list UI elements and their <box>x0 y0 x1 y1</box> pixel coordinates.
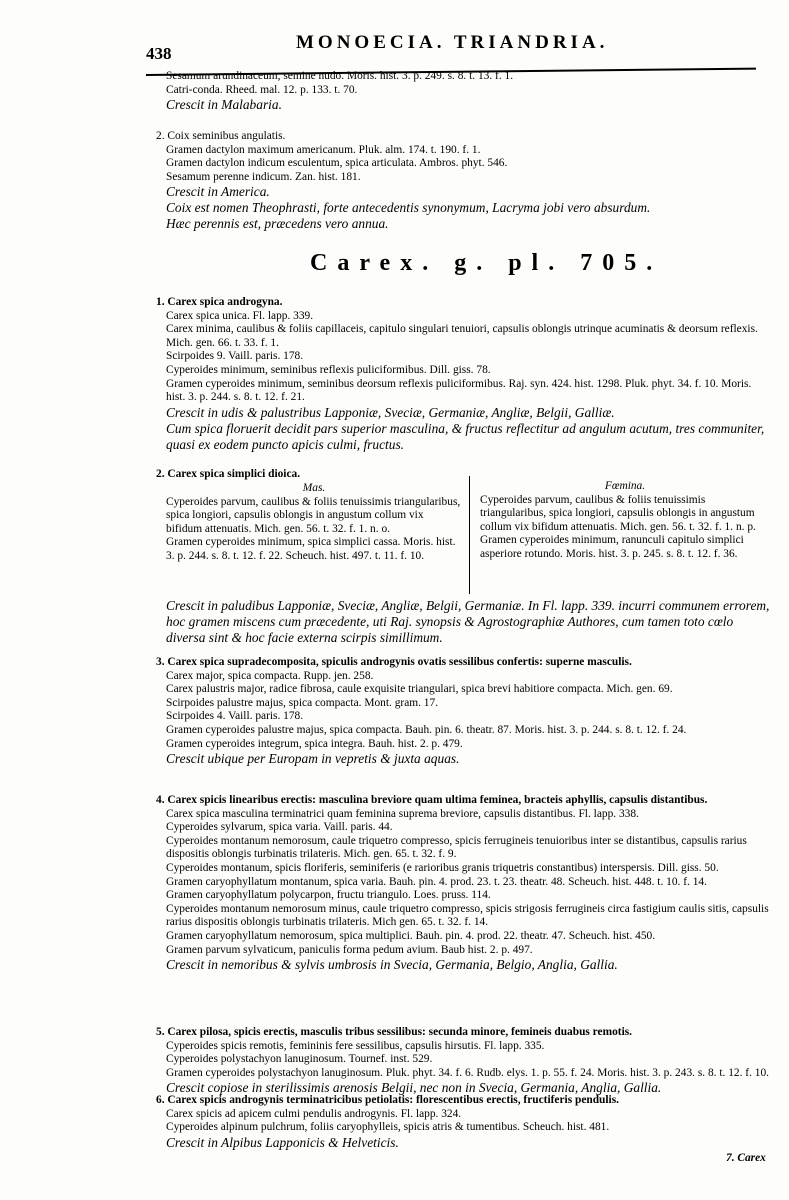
synonym-line: Gramen dactylon maximum americanum. Pluk. alm. 174. t. 190. f. 1. <box>166 143 481 156</box>
habitat-note: Crescit in udis & palustribus Lapponiæ, Sveciæ, Germaniæ, Angliæ, Belgii, Galliæ. <box>166 404 615 420</box>
species-2-habitat <box>166 598 771 646</box>
synonym-line: Carex spica masculina terminatrici quam feminina suprema breviore, capsulis distantibus. Fl. lapp. 338. <box>166 807 639 820</box>
synonym-line: Gramen dactylon indicum esculentum, spica articulata. Ambros. phyt. 546. <box>166 157 508 170</box>
synonym-line: Gramen cyperoides minimum, spica simplici cassa. Moris. hist. 3. p. 244. s. 8. t. 12. f. 22. Scheuch. hist. 497. t. 11. f. 10. <box>166 536 456 562</box>
synonym-line: Scirpoides 4. Vaill. paris. 178. <box>166 710 304 723</box>
synonym-line: Gramen cyperoides minimum, seminibus deorsum reflexis puliciformibus. Raj. syn. 424. hist. 1298. Pluk. phyt. 34. f. 10. Moris. hist. 3. p. 244. s. 8. t. 12. f. 21. <box>166 377 752 404</box>
habitat-note: Crescit in paludibus Lapponiæ, Sveciæ, Angliæ, Belgii, Germaniæ. In Fl. lapp. 339. incurri communem errorem, hoc gramen miscens cum præcedente, uti Raj. synopsis & Agrostographiæ Authores, cum tamen toto cœlo diversa sint & hoc facie externa scirpis simillimum. <box>166 598 770 645</box>
synonym-line: Cyperoides parvum, caulibus & foliis tenuissimis triangularibus, spica longiori, capsulis oblongis in angustum collum vix bifidum attenuatis. Mich. gen. 56. t. 32. f. 1. n. o. <box>166 495 461 535</box>
page-number: 438 <box>146 44 172 63</box>
synonym-line: Catri-conda. Rheed. mal. 12. p. 133. t. 70. <box>166 83 358 96</box>
habitat-note: Crescit in Malabaria. <box>166 97 282 113</box>
male-column <box>166 482 462 564</box>
synonym-line: Gramen caryophyllatum polycarpon, fructu triangulo. Loes. pruss. 114. <box>166 889 491 902</box>
synonym-line: Scirpoides 9. Vaill. paris. 178. <box>166 350 304 363</box>
species-1-entry <box>156 296 771 453</box>
habitat-note: Crescit in Alpibus Lapponicis & Helveticis. <box>166 1134 399 1150</box>
synonym-line: Cyperoides sylvarum, spica varia. Vaill. paris. 44. <box>166 821 393 834</box>
synonym-line: Gramen cyperoides integrum, spica integra. Bauh. hist. 2. p. 479. <box>166 737 463 750</box>
species-3-entry <box>156 656 771 767</box>
synonym-line: Cyperoides polystachyon lanuginosum. Tournef. inst. 529. <box>166 1053 433 1066</box>
synonym-line: Gramen cyperoides palustre majus, spica compacta. Bauh. pin. 6. theatr. 87. Moris. hist. 3. p. 244. s. 8. t. 12. f. 24. <box>166 723 687 736</box>
synonym-line: Cyperoides spicis remotis, femininis fere sessilibus, capsulis hirsutis. Fl. lapp. 335. <box>166 1039 545 1052</box>
synonym-line: Cyperoides montanum nemorosum, caule triquetro compresso, spicis ferrugineis tenuioribus inter se distantibus, capsulis rarius dispositis oblongis turbinatis trilateris. Mich. gen. 65. t. 32. f. 9. <box>166 834 747 861</box>
synonym-line: Carex spica unica. Fl. lapp. 339. <box>166 309 314 322</box>
species-diagnosis: 5. Carex pilosa, spicis erectis, masculis tribus sessilibus: secunda minore, femineis duabus remotis. <box>156 1026 633 1038</box>
synonym-line: Carex minima, caulibus & foliis capillaceis, capitulo singulari tenuiori, capsulis oblongis utrinque acuminatis & deorsum reflexis. Mich. gen. 66. t. 33. f. 1. <box>166 323 758 349</box>
synonym-line: Gramen parvum sylvaticum, paniculis forma pedum avium. Baub hist. 2. p. 497. <box>166 943 533 956</box>
species-diagnosis: 4. Carex spicis linearibus erectis: masculina breviore quam ultima feminea, bracteis aphyllis, capsulis distantibus. <box>156 794 708 806</box>
species-diagnosis: 6. Carex spicis androgynis terminatricibus petiolatis: florescentibus erectis, fructiferis pendulis. <box>156 1094 619 1106</box>
synonym-line: Cyperoides montanum, spicis floriferis, seminiferis (e rarioribus granis triquetris constantibus) interspersis. Dill. giss. 50. <box>166 861 719 874</box>
synonym-line: Carex spicis ad apicem culmi pendulis androgynis. Fl. lapp. 324. <box>166 1107 462 1120</box>
synonym-line: Carex major, spica compacta. Rupp. jen. 258. <box>166 669 374 682</box>
commentary-line: Hæc perennis est, præcedens vero annua. <box>166 216 389 232</box>
female-heading: Fœmina. <box>604 480 646 492</box>
habitat-note: Crescit ubique per Europam in vepretis & juxta aquas. <box>166 751 460 767</box>
synonym-line: Cyperoides alpinum pulchrum, foliis caryophylleis, spicis atris & tumentibus. Scheuch. hist. 481. <box>166 1121 610 1134</box>
male-heading: Mas. <box>302 482 326 494</box>
synonym-line: Sesamum perenne indicum. Zan. hist. 181. <box>166 170 361 183</box>
running-head: MONOECIA. TRIANDRIA. <box>296 32 609 53</box>
synonym-line: Cyperoides minimum, seminibus reflexis puliciformibus. Dill. giss. 78. <box>166 363 491 376</box>
page-header <box>146 26 746 63</box>
habitat-note: Crescit copiose in sterilissimis arenosis Belgii, nec non in Svecia, Germania, Anglia, Gallia. <box>166 1080 662 1096</box>
species-diagnosis: 1. Carex spica androgyna. <box>156 296 283 308</box>
species-4-entry <box>156 794 771 973</box>
sesamum-block <box>166 70 781 113</box>
female-column <box>480 480 770 562</box>
commentary-line: Cum spica floruerit decidit pars superior masculina, & fructus reflectitur ad angulum acutum, tres communiter, quasi ex eodem puncto apicis culmi, fructus. <box>166 420 765 452</box>
synonym-line: Gramen cyperoides minimum, ranunculi capitulo simplici asperiore rotundo. Moris. hist. 3. p. 245. s. 8. t. 12. f. 36. <box>480 534 744 560</box>
catchword: 7. Carex <box>726 1152 766 1164</box>
synonym-line: Gramen cyperoides polystachyon lanuginosum. Pluk. phyt. 34. f. 6. Rudb. elys. 1. p. 55. f. 24. Moris. hist. 3. p. 243. s. 8. t. 12. f. 10. <box>166 1066 770 1079</box>
synonym-line: Scirpoides palustre majus, spica compacta. Mont. gram. 17. <box>166 696 439 709</box>
synonym-line: Cyperoides montanum nemorosum minus, caule triquetro compresso, spicis strigosis ferrugineis circa fastigium caulis sitis, capsulis rarius dispositis oblongis turbinatis trilateris. Mich gen. 65. t. 32. f. 14. <box>166 902 769 929</box>
synonym-line: Carex palustris major, radice fibrosa, caule exquisite triangulari, spica brevi habitiore compacta. Mich. gen. 69. <box>166 683 673 696</box>
synonym-line: Sesamum arundinaceum, semine nudo. Moris. hist. 3. p. 249. s. 8. t. 13. f. 1. <box>166 70 514 82</box>
habitat-note: Crescit in nemoribus & sylvis umbrosis in Svecia, Germania, Belgio, Anglia, Gallia. <box>166 957 618 973</box>
genus-title: Carex. g. pl. 705. <box>310 250 663 276</box>
column-divider <box>469 476 470 594</box>
synonym-line: Cyperoides parvum, caulibus & foliis tenuissimis triangularibus, spica longiori, capsulis oblongis in angustum collum vix bifidum attenuatis. Mich. gen. 56. t. 32. f. 1. n. p. <box>480 493 756 533</box>
species-5-entry <box>156 1026 771 1096</box>
coix-entry <box>156 130 771 232</box>
synonym-line: Gramen caryophyllatum montanum, spica varia. Bauh. pin. 4. prod. 23. t. 23. theatr. 48. Scheuch. hist. 448. t. 10. f. 14. <box>166 875 707 888</box>
commentary-line: Coix est nomen Theophrasti, forte antecedentis synonymum, Lacryma jobi vero absurdum. <box>166 200 651 216</box>
species-diagnosis: 3. Carex spica supradecomposita, spiculis androgynis ovatis sessilibus confertis: superne masculis. <box>156 656 632 668</box>
synonym-line: Gramen caryophyllatum nemorosum, spica multiplici. Bauh. pin. 4. prod. 22. theatr. 47. Scheuch. hist. 450. <box>166 929 656 942</box>
species-diagnosis: 2. Coix seminibus angulatis. <box>156 130 286 142</box>
habitat-note: Crescit in America. <box>166 184 270 200</box>
species-diagnosis: 2. Carex spica simplici dioica. <box>156 468 301 480</box>
species-6-entry <box>156 1094 771 1151</box>
